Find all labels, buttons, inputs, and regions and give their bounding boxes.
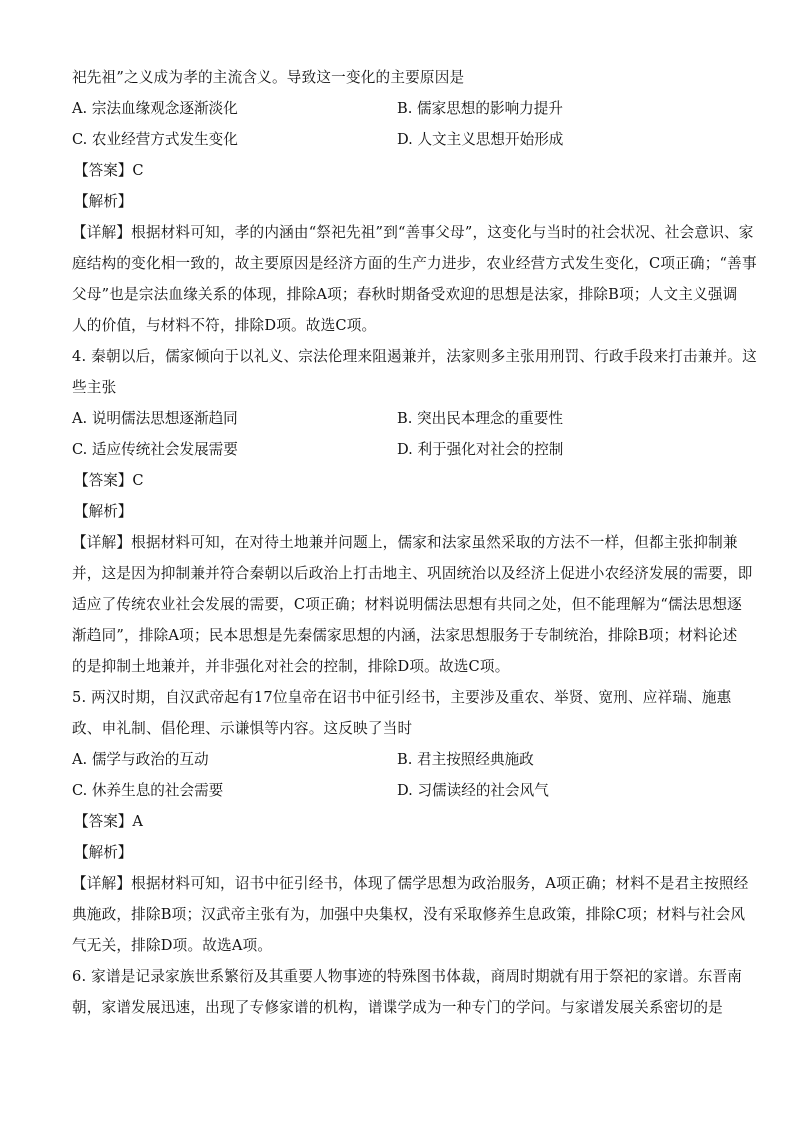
q6-stem bbox=[72, 961, 743, 1023]
q3-option-b: B. 儒家思想的影响力提升 bbox=[397, 100, 563, 117]
q5-option-c: C. 休养生息的社会需要 bbox=[72, 782, 224, 799]
q4-stem-line: 些主张 bbox=[72, 379, 117, 396]
q3-analysis-label: 【解析】 bbox=[74, 193, 133, 210]
q3-detail-line: 【详解】根据材料可知，孝的内涵由“祭祀先祖”到“善事父母”，这变化与当时的社会状况、社会意识、家 bbox=[72, 224, 754, 241]
q3-detail bbox=[72, 217, 757, 341]
q5-stem-line: 政、申礼制、倡伦理、示谦惧等内容。这反映了当时 bbox=[72, 720, 413, 737]
q5-answer: 【答案】A bbox=[74, 813, 143, 830]
q5-option-a: A. 儒学与政治的互动 bbox=[72, 751, 209, 768]
q6-stem-line: 6. 家谱是记录家族世系繁衍及其重要人物事迹的特殊图书体裁，商周时期就有用于祭祀的家谱。东晋南 bbox=[72, 968, 743, 985]
q3-options-row-2 bbox=[72, 124, 724, 155]
q5-detail bbox=[72, 868, 749, 961]
q4-option-c: C. 适应传统社会发展需要 bbox=[72, 441, 238, 458]
q4-detail bbox=[72, 527, 753, 682]
q5-detail-line: 气无关，排除D项。故选A项。 bbox=[72, 937, 273, 954]
q3-detail-line: 父母”也是宗法血缘关系的体现，排除A项；春秋时期备受欢迎的思想是法家，排除B项；人文主义强调 bbox=[72, 286, 738, 303]
q3-answer: 【答案】C bbox=[74, 162, 144, 179]
q4-stem bbox=[72, 341, 757, 403]
q6-stem-line: 朝，家谱发展迅速，出现了专修家谱的机构，谱谍学成为一种专门的学问。与家谱发展关系密切的是 bbox=[72, 999, 723, 1016]
q5-detail-line: 【详解】根据材料可知，诏书中征引经书，体现了儒学思想为政治服务，A项正确；材料不是君主按照经 bbox=[72, 875, 749, 892]
q5-options-row-2 bbox=[72, 775, 724, 806]
q4-options-row-1 bbox=[72, 403, 724, 434]
q4-option-d: D. 利于强化对社会的控制 bbox=[397, 441, 564, 458]
q4-detail-line: 渐趋同”，排除A项；民本思想是先秦儒家思想的内涵，法家思想服务于专制统治，排除B项；材料论述 bbox=[72, 627, 738, 644]
q3-detail-line: 人的价值，与材料不符，排除D项。故选C项。 bbox=[72, 317, 377, 334]
q5-stem bbox=[72, 682, 732, 744]
q4-analysis-label: 【解析】 bbox=[74, 503, 133, 520]
q4-stem-line: 4. 秦朝以后，儒家倾向于以礼义、宗法伦理来阻遏兼并，法家则多主张用刑罚、行政手段来打击兼并。这 bbox=[72, 348, 757, 365]
q4-detail-line: 适应了传统农业社会发展的需要，C项正确；材料说明儒法思想有共同之处，但不能理解为“儒法思想逐 bbox=[72, 596, 742, 613]
q3-stem-tail: 祀先祖”之义成为孝的主流含义。导致这一变化的主要原因是 bbox=[72, 69, 465, 86]
q5-option-d: D. 习儒读经的社会风气 bbox=[397, 782, 549, 799]
q4-answer: 【答案】C bbox=[74, 472, 144, 489]
q4-detail-line: 【详解】根据材料可知，在对待土地兼并问题上，儒家和法家虽然采取的方法不一样，但都主张抑制兼 bbox=[72, 534, 738, 551]
q5-analysis-label: 【解析】 bbox=[74, 844, 133, 861]
q4-detail-line: 的是抑制土地兼并，并非强化对社会的控制，排除D项。故选C项。 bbox=[72, 658, 510, 675]
q3-option-d: D. 人文主义思想开始形成 bbox=[397, 131, 564, 148]
q4-options-row-2 bbox=[72, 434, 724, 465]
q5-options-row-1 bbox=[72, 744, 724, 775]
q3-option-a: A. 宗法血缘观念逐渐淡化 bbox=[72, 100, 238, 117]
q4-detail-line: 并，这是因为抑制兼并符合秦朝以后政治上打击地主、巩固统治以及经济上促进小农经济发展的需要，即 bbox=[72, 565, 753, 582]
q5-option-b: B. 君主按照经典施政 bbox=[397, 751, 534, 768]
q4-option-a: A. 说明儒法思想逐渐趋同 bbox=[72, 410, 238, 427]
q4-option-b: B. 突出民本理念的重要性 bbox=[397, 410, 563, 427]
q3-options-row-1 bbox=[72, 93, 724, 124]
q3-detail-line: 庭结构的变化相一致的，故主要原因是经济方面的生产力进步，农业经营方式发生变化，C项正确；“善事 bbox=[72, 255, 757, 272]
document-page bbox=[72, 62, 757, 1023]
q5-detail-line: 典施政，排除B项；汉武帝主张有为，加强中央集权，没有采取修养生息政策，排除C项；材料与社会风 bbox=[72, 906, 746, 923]
q5-stem-line: 5. 两汉时期，自汉武帝起有17位皇帝在诏书中征引经书，主要涉及重农、举贤、宽刑、应祥瑞、施惠 bbox=[72, 689, 732, 706]
q3-option-c: C. 农业经营方式发生变化 bbox=[72, 131, 238, 148]
